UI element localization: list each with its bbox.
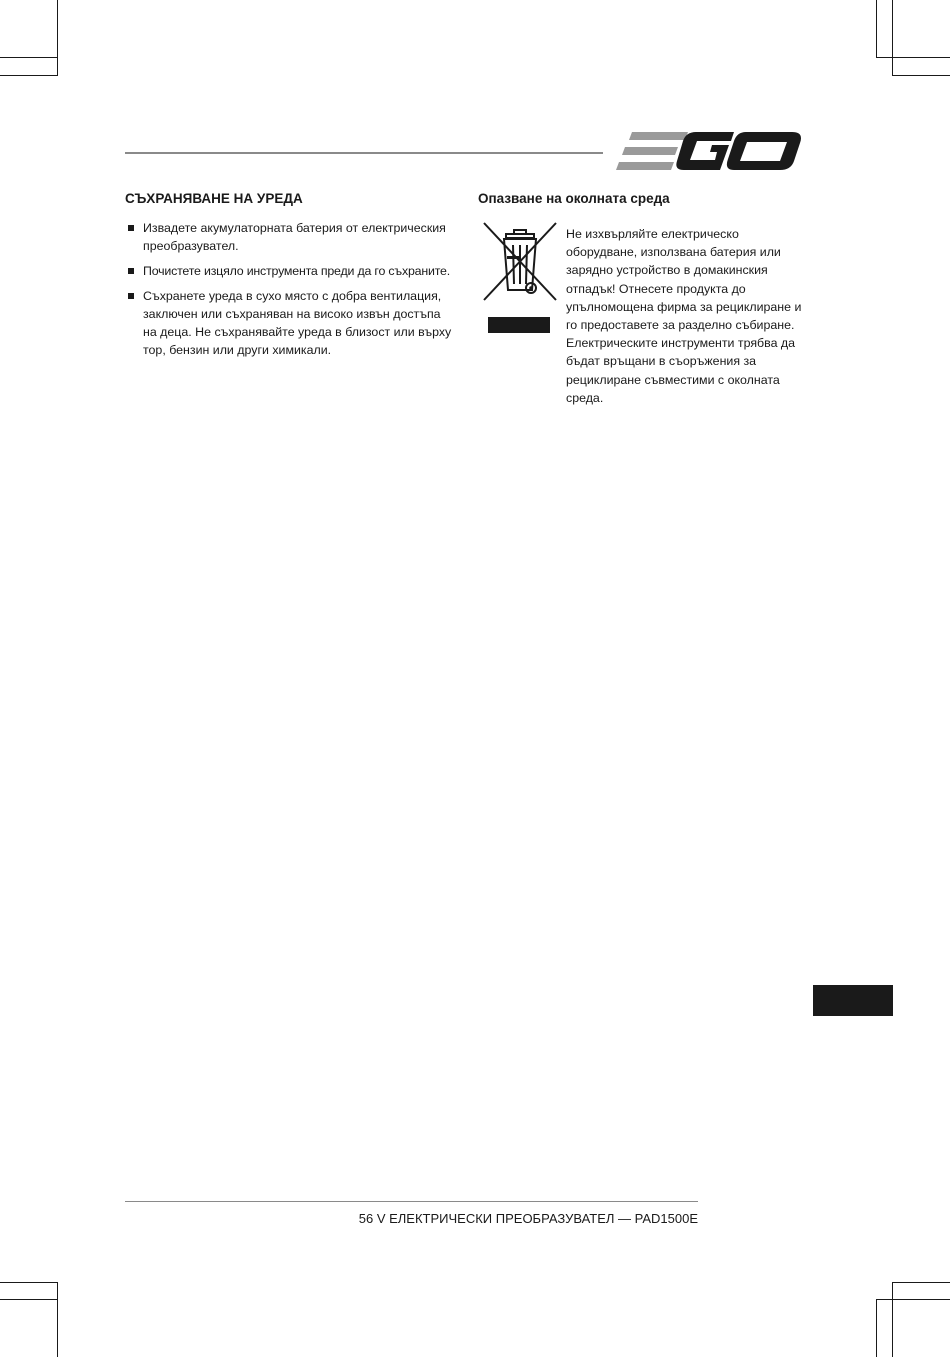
crop-mark (876, 0, 877, 58)
crop-mark (0, 57, 58, 58)
bullet-icon (128, 293, 134, 299)
ego-logo (616, 128, 802, 174)
crop-mark (57, 0, 58, 75)
crop-mark (892, 1282, 950, 1283)
crop-mark (892, 75, 950, 76)
crop-mark (0, 1299, 58, 1300)
storage-heading: СЪХРАНЯВАНЕ НА УРЕДА (125, 191, 303, 206)
crop-mark (0, 75, 58, 76)
crop-mark (892, 0, 893, 75)
environment-text: Не изхвърляйте електрическо оборудване, използвана батерия или зарядно устройство в домакинския отпадък! Отнесете продукта до упълномощена фирма за рециклиране и го предоставете за разделно събиране. Електрическите инструменти трябва да бъдат връщани в съоръжения за рециклиране съвместими с околната среда. (566, 227, 802, 405)
list-item-text: Извадете акумулаторната батерия от електрическия преобразувател. (143, 221, 446, 253)
list-item-text: Съхранете уреда в сухо място с добра вентилация, заключен или съхраняван на високо извън достъпа на деца. Не съхранявайте уреда в близост или върху тор, бензин или други химикали. (143, 289, 452, 357)
crop-mark (876, 57, 950, 58)
crop-mark (876, 1299, 950, 1300)
environment-heading: Опазване на околната среда (478, 191, 670, 206)
crossed-out-wheelie-bin-icon (483, 222, 559, 334)
storage-list (125, 219, 455, 359)
list-item-text: Почистете изцяло инструмента преди да го съхраните. (143, 264, 450, 278)
storage-section (125, 191, 455, 366)
list-item (125, 287, 455, 359)
list-item (125, 262, 455, 280)
crop-mark (57, 1282, 58, 1357)
footer-rule (125, 1201, 698, 1202)
header-rule (125, 152, 603, 154)
environment-section (478, 191, 808, 219)
bullet-icon (128, 268, 134, 274)
list-item (125, 219, 455, 255)
bullet-icon (128, 225, 134, 231)
crop-mark (876, 1299, 877, 1357)
crop-mark (892, 1282, 893, 1357)
section-tab-marker (813, 985, 893, 1016)
footer-text: 56 V ЕЛЕКТРИЧЕСКИ ПРЕОБРАЗУВАТЕЛ — PAD1500E (358, 1211, 698, 1226)
crop-mark (0, 1282, 58, 1283)
